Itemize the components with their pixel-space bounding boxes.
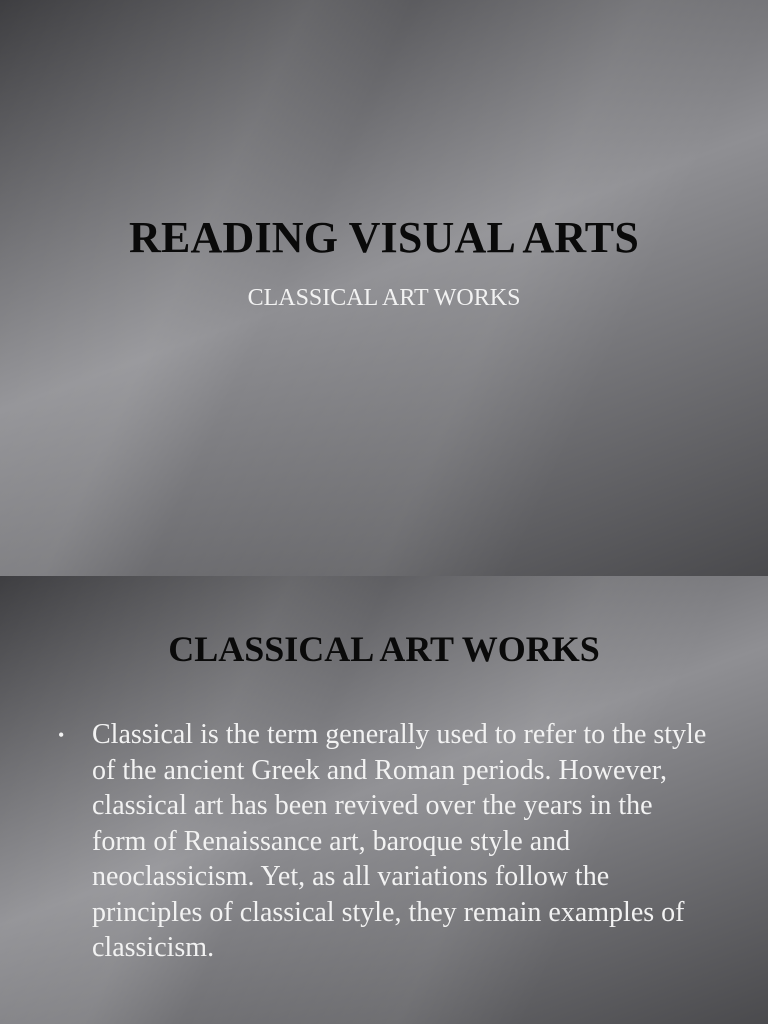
bullet-icon: • (58, 725, 65, 745)
bullet-item (58, 717, 708, 966)
content-slide (0, 576, 768, 1024)
slide-title: CLASSICAL ART WORKS (168, 629, 600, 669)
slide-title: READING VISUAL ARTS (128, 213, 640, 262)
slide-subtitle: CLASSICAL ART WORKS (247, 285, 521, 311)
bullet-text: Classical is the term generally used to refer to the style of the ancient Greek and Roman periods. However, classical art has been revived over the years in the form of Renaissance art, baroque style and neoclassicism. Yet, as all variations follow the principles of classical style, they remain examples of classicism. (92, 719, 707, 963)
